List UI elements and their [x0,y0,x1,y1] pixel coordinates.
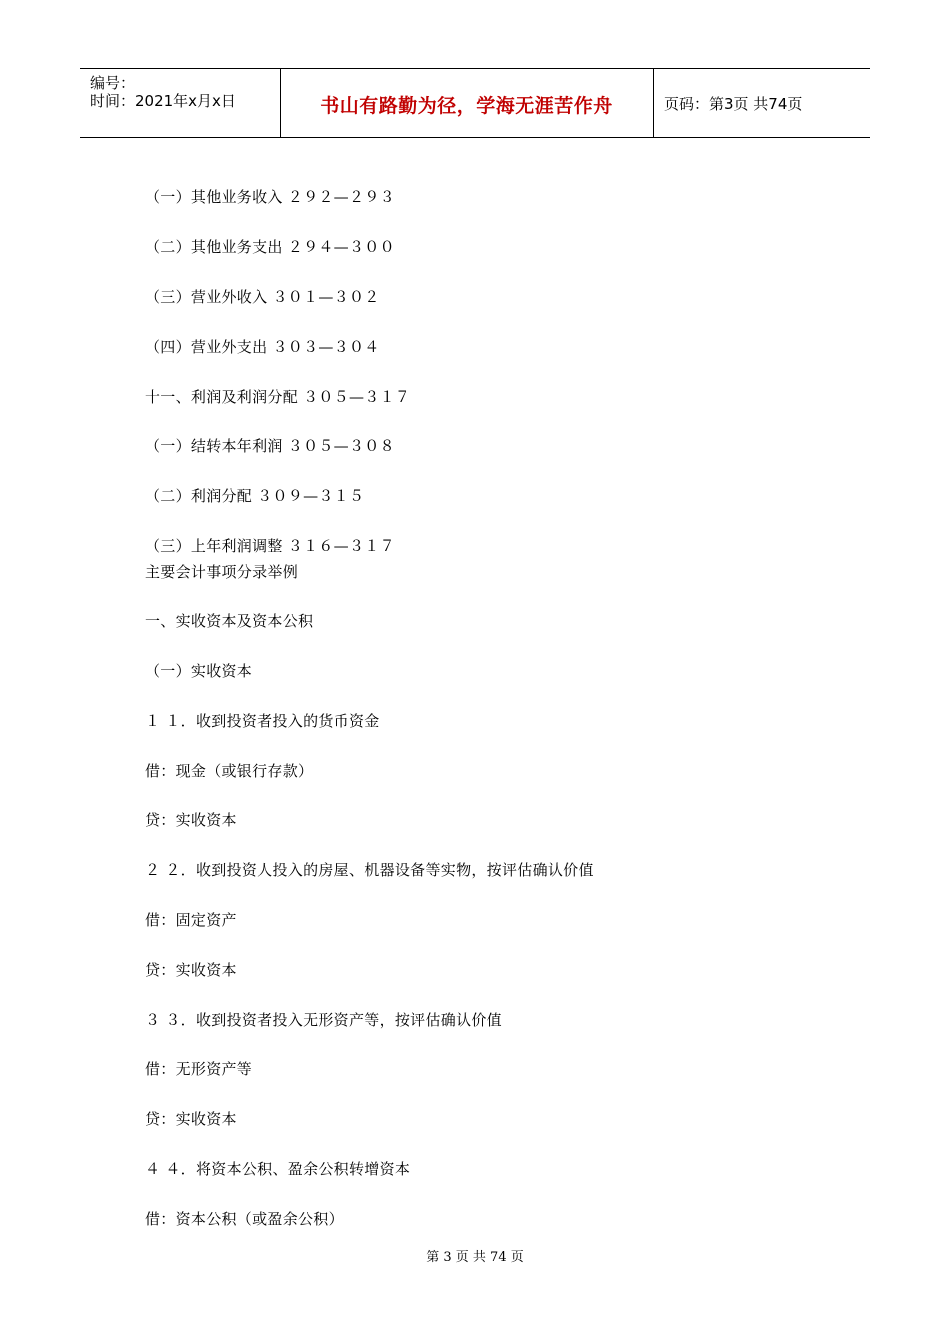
text-line: （一）结转本年利润 ３０５—３０８ [145,437,395,455]
text-line: （四）营业外支出 ３０３—３０４ [145,338,380,356]
header-motto: 书山有路勤为径，学海无涯苦作舟 [320,95,613,117]
text-line: １ １．收到投资者投入的货币资金 [145,712,380,730]
header-motto-cell [280,69,654,137]
text-line: 贷：实收资本 [145,811,237,829]
header-page-info: 页码：第3页 共74页 [664,95,803,113]
text-line: 一、实收资本及资本公积 [145,612,314,630]
page-footer: 第 3 页 共 74 页 [426,1250,524,1265]
text-line: ３ ３．收到投资者投入无形资产等，按评估确认价值 [145,1011,502,1029]
text-line: （三）营业外收入 ３０１—３０２ [145,288,380,306]
text-line: 借：固定资产 [145,911,237,929]
text-line: ４ ４．将资本公积、盈余公积转增资本 [145,1160,411,1178]
text-line: （三）上年利润调整 ３１６—３１７ [145,537,395,555]
text-line: 贷：实收资本 [145,961,237,979]
text-line: 借：现金（或银行存款） [145,762,314,780]
section-title: 主要会计事项分录举例 [145,563,299,581]
header-meta-cell [80,69,281,137]
text-line: 借：资本公积（或盈余公积） [145,1210,344,1228]
text-line: ２ ２．收到投资人投入的房屋、机器设备等实物，按评估确认价值 [145,861,594,879]
text-line: （一）其他业务收入 ２９２—２９３ [145,188,395,206]
text-line: （二）其他业务支出 ２９４—３００ [145,238,395,256]
text-line: （一）实收资本 [145,662,253,680]
text-line: 贷：实收资本 [145,1110,237,1128]
document-time-label: 时间：2021年x月x日 [90,92,236,110]
text-line: （二）利润分配 ３０９—３１５ [145,487,365,505]
text-line: 十一、利润及利润分配 ３０５—３１７ [145,388,411,406]
document-number-label: 编号： [90,74,136,92]
text-line: 借：无形资产等 [145,1060,253,1078]
page-header [80,68,870,138]
